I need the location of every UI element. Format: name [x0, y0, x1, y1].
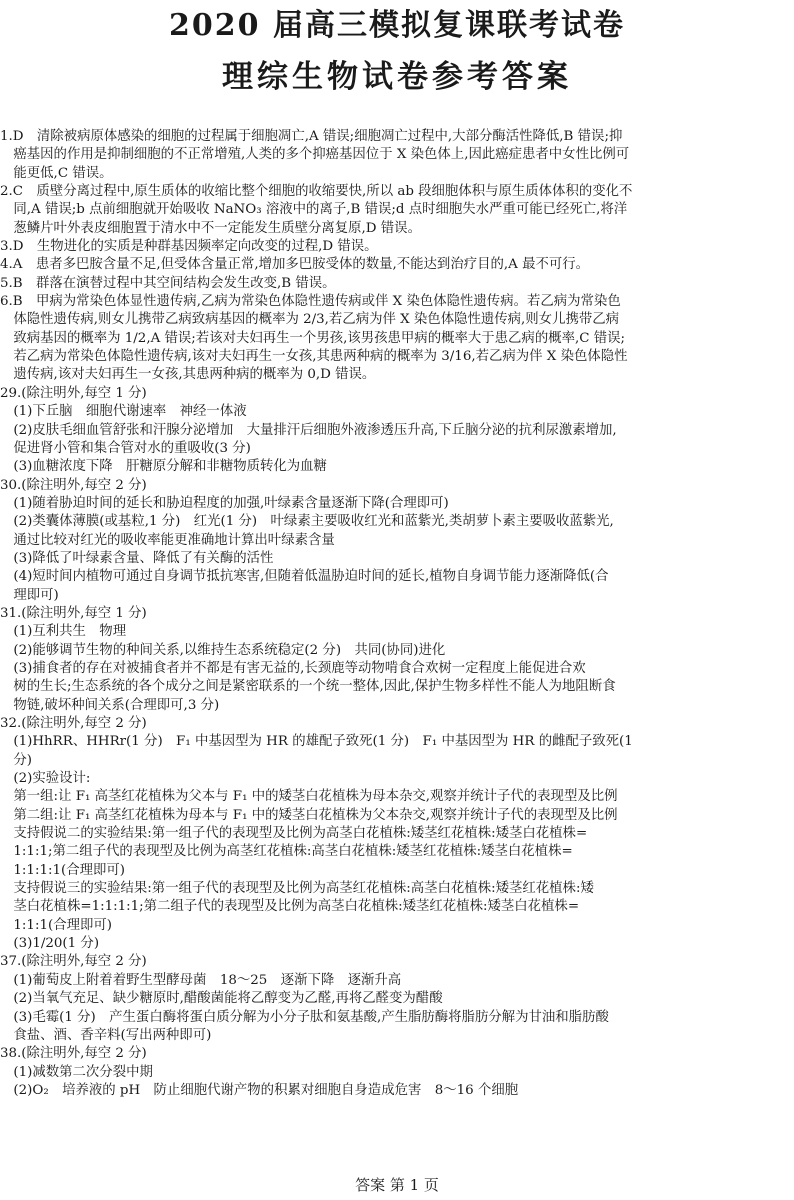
answer-line: 32.(除注明外,每空 2 分): [0, 716, 147, 731]
answer-line: 若乙病为常染色体隐性遗传病,该对夫妇再生一女孩,其患两种病的概率为 3/16,若乙病为伴 X 染色体隐性: [0, 349, 628, 365]
answer-line: 2.C 质壁分离过程中,原生质体的收缩比整个细胞的收缩要快,所以 ab 段细胞体积与原生质体体积的变化不: [0, 184, 633, 200]
answer-line: (1)HhRR、HHRr(1 分) F₁ 中基因型为 HR 的雄配子致死(1 分) F₁ 中基因型为 HR 的雌配子致死(1: [0, 734, 633, 750]
answer-line: 1:1:1;第二组子代的表现型及比例为高茎红花植株:高茎白花植株:矮茎红花植株:矮茎白花植株=: [0, 844, 573, 860]
answer-line: 能更低,C 错误。: [0, 165, 113, 181]
answer-line: 1:1:1(合理即可): [0, 917, 112, 933]
answer-line: (1)互利共生 物理: [0, 624, 127, 640]
answer-line: 葱鳞片叶外表皮细胞置于清水中不一定能发生质壁分离复原,D 错误。: [0, 220, 421, 236]
answer-line: (1)下丘脑 细胞代谢速率 神经一体液: [0, 404, 247, 420]
exam-title: 2020 届高三模拟复课联考试卷: [169, 8, 625, 43]
answer-line: 31.(除注明外,每空 1 分): [0, 605, 147, 621]
answer-line: 通过比较对红光的吸收率能更准确地计算出叶绿素含量: [0, 532, 335, 548]
answer-line: (1)葡萄皮上附着着野生型酵母菌 18～25 逐渐下降 逐渐升高: [0, 972, 402, 988]
answer-line: 4.A 患者多巴胺含量不足,但受体含量正常,增加多巴胺受体的数量,不能达到治疗目的,A 最不可行。: [0, 257, 590, 273]
answer-line: (2)实验设计:: [0, 771, 91, 787]
answer-line: 茎白花植株=1:1:1:1;第二组子代的表现型及比例为高茎白花植株:矮茎红花植株:矮茎白花植株=: [0, 899, 580, 915]
answer-line: 同,A 错误;b 点前细胞就开始吸收 NaNO₃ 溶液中的离子,B 错误;d 点时细胞失水严重可能已经死亡,将洋: [0, 202, 628, 218]
answer-line: 38.(除注明外,每空 2 分): [0, 1046, 147, 1062]
answer-line: 物链,破坏种间关系(合理即可,3 分): [0, 697, 220, 713]
answer-line: 1.D 清除被病原体感染的细胞的过程属于细胞凋亡,A 错误;细胞凋亡过程中,大部分酶活性降低,B 错误;抑: [0, 129, 623, 144]
answer-line: (2)当氧气充足、缺少糖原时,醋酸菌能将乙醇变为乙醛,再将乙醛变为醋酸: [0, 991, 443, 1007]
answer-line: 理即可): [0, 587, 59, 603]
answer-body: [0, 128, 790, 1100]
answer-line: (1)减数第二次分裂中期: [0, 1064, 153, 1080]
answer-line: 1:1:1:1(合理即可): [0, 862, 126, 878]
answer-line: (3)降低了叶绿素含量、降低了有关酶的活性: [0, 550, 274, 566]
answer-line: 分): [0, 752, 33, 768]
answer-line: 第二组:让 F₁ 高茎红花植株为母本与 F₁ 中的矮茎白花植株为父本杂交,观察并统计子代的表现型及比例: [0, 807, 618, 823]
answer-line: (3)毛霉(1 分) 产生蛋白酶将蛋白质分解为小分子肽和氨基酸,产生脂肪酶将脂肪分解为甘油和脂肪酸: [0, 1009, 609, 1025]
answer-line: (2)能够调节生物的种间关系,以维持生态系统稳定(2 分) 共同(协同)进化: [0, 642, 446, 658]
answer-line: (3)血糖浓度下降 肝糖原分解和非糖物质转化为血糖: [0, 459, 327, 475]
answer-line: 第一组:让 F₁ 高茎红花植株为父本与 F₁ 中的矮茎白花植株为母本杂交,观察并统计子代的表现型及比例: [0, 789, 618, 805]
answer-line: (3)捕食者的存在对被捕食者并不都是有害无益的,长颈鹿等动物啃食合欢树一定程度上能促进合欢: [0, 660, 586, 676]
answer-line: 体隐性遗传病,则女儿携带乙病致病基因的概率为 2/3,若乙病为伴 X 染色体隐性遗传病,则女儿携带乙病: [0, 312, 620, 328]
exam-subtitle: 理综生物试卷参考答案: [222, 59, 572, 95]
answer-line: 致病基因的概率为 1/2,A 错误;若该对夫妇再生一个男孩,该男孩患甲病的概率大于患乙病的概率,C 错误;: [0, 330, 626, 346]
answer-line: 支持假说三的实验结果:第一组子代的表现型及比例为高茎红花植株:高茎白花植株:矮茎红花植株:矮: [0, 881, 594, 897]
answer-line: (4)短时间内植物可通过自身调节抵抗寒害,但随着低温胁迫时间的延长,植物自身调节能力逐渐降低(合: [0, 569, 609, 585]
answer-line: (2)类囊体薄膜(或基粒,1 分) 红光(1 分) 叶绿素主要吸收红光和蓝紫光,类胡萝卜素主要吸收蓝紫光,: [0, 514, 614, 530]
page-footer: 答案 第 1 页: [355, 1176, 439, 1194]
answer-line: 30.(除注明外,每空 2 分): [0, 477, 147, 493]
answer-line: 遗传病,该对夫妇再生一女孩,其患两种病的概率为 0,D 错误。: [0, 367, 376, 383]
answer-line: 食盐、酒、香辛料(写出两种即可): [0, 1027, 212, 1043]
answer-line: 支持假说二的实验结果:第一组子代的表现型及比例为高茎白花植株:矮茎红花植株:矮茎白花植株=: [0, 826, 588, 842]
answer-line: (1)随着胁迫时间的延长和胁迫程度的加强,叶绿素含量逐渐下降(合理即可): [0, 495, 449, 511]
answer-line: 促进肾小管和集合管对水的重吸收(3 分): [0, 440, 251, 456]
answer-line: (3)1/20(1 分): [0, 936, 100, 952]
answer-line: 29.(除注明外,每空 1 分): [0, 385, 147, 401]
answer-line: 树的生长;生态系统的各个成分之间是紧密联系的一个统一整体,因此,保护生物多样性不能人为地阻断食: [0, 679, 616, 695]
answer-line: 癌基因的作用是抑制细胞的不正常增殖,人类的多个抑癌基因位于 X 染色体上,因此癌症患者中女性比例可: [0, 147, 630, 163]
answer-line: 37.(除注明外,每空 2 分): [0, 954, 147, 970]
answer-line: (2)O₂ 培养液的 pH 防止细胞代谢产物的积累对细胞自身造成危害 8～16 个细胞: [0, 1082, 519, 1098]
answer-line: 6.B 甲病为常染色体显性遗传病,乙病为常染色体隐性遗传病或伴 X 染色体隐性遗传病。若乙病为常染色: [0, 294, 621, 310]
answer-line: (2)皮肤毛细血管舒张和汗腺分泌增加 大量排汗后细胞外液渗透压升高,下丘脑分泌的抗利尿激素增加,: [0, 422, 617, 438]
answer-line: 3.D 生物进化的实质是种群基因频率定向改变的过程,D 错误。: [0, 239, 378, 255]
answer-line: 5.B 群落在演替过程中其空间结构会发生改变,B 错误。: [0, 275, 336, 291]
